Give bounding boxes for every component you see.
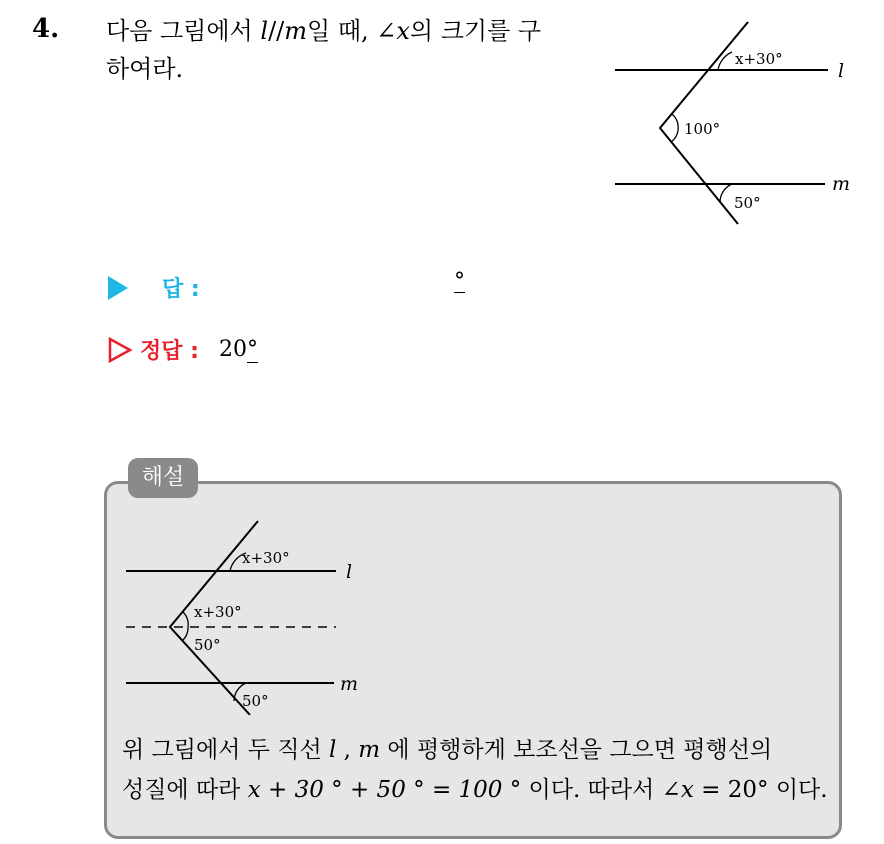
correct-value-unit: ° xyxy=(246,337,258,362)
label-line-l: l xyxy=(838,60,845,82)
label-mid-bottom: 50° xyxy=(194,636,221,654)
line-m-symbol: m xyxy=(284,17,307,45)
line-l-symbol: l xyxy=(329,737,337,763)
angle-arc-middle-bottom xyxy=(182,627,188,641)
angle-arc-bottom xyxy=(720,184,732,202)
line-m-symbol: m xyxy=(358,737,381,763)
label-top: x+30° xyxy=(242,549,290,567)
label-top-angle: x+30° xyxy=(735,50,783,68)
equation: x + 30 ° + 50 ° = 100 ° xyxy=(247,777,522,803)
correct-arrow-icon xyxy=(108,337,132,363)
angle-x-symbol: x xyxy=(396,17,410,45)
explanation-part: 에 평행하게 보조선을 그으면 평행선의 xyxy=(380,737,773,763)
label-bottom-angle: 50° xyxy=(734,194,761,212)
correct-answer-value xyxy=(219,337,258,362)
explanation-figure xyxy=(120,515,380,715)
parallel-symbol: // xyxy=(268,17,285,45)
label-line-m: m xyxy=(832,173,851,195)
answer-blank-unit[interactable]: ° xyxy=(454,269,465,294)
correct-answer-label: 정답 : xyxy=(140,339,199,364)
angle-arc-middle xyxy=(671,114,678,142)
question-text-part: 다음 그림에서 xyxy=(106,17,261,45)
question-text xyxy=(106,12,596,88)
question-figure xyxy=(610,18,860,228)
label-line-m: m xyxy=(340,673,359,695)
answer-label: 답 : xyxy=(162,277,200,302)
angle-x-symbol: x xyxy=(680,777,694,803)
correct-answer-row xyxy=(108,334,258,365)
explanation-part: , xyxy=(336,737,359,763)
label-middle-angle: 100° xyxy=(684,120,721,138)
line-l-symbol: l xyxy=(260,17,269,45)
question-text-part: 의 크기를 구 xyxy=(409,17,542,45)
answer-row xyxy=(108,272,200,303)
explanation-text xyxy=(122,730,832,810)
explanation-tag: 해설 xyxy=(128,458,198,498)
answer-arrow-icon xyxy=(108,276,128,300)
label-line-l: l xyxy=(346,561,353,583)
explanation-part: 이다. 따라서 ∠ xyxy=(521,777,681,803)
question-text-part: 하여라. xyxy=(106,55,184,83)
question-text-part: 일 때, ∠ xyxy=(307,17,397,45)
explanation-part: 위 그림에서 두 직선 xyxy=(122,737,329,763)
explanation-part: = 20° 이다. xyxy=(693,777,828,803)
correct-value-number: 20 xyxy=(218,337,247,362)
angle-arc-middle-top xyxy=(183,612,188,627)
explanation-part: 성질에 따라 xyxy=(122,777,248,803)
question-number: 4. xyxy=(32,14,60,44)
label-mid-top: x+30° xyxy=(194,603,242,621)
label-bottom: 50° xyxy=(242,692,269,710)
